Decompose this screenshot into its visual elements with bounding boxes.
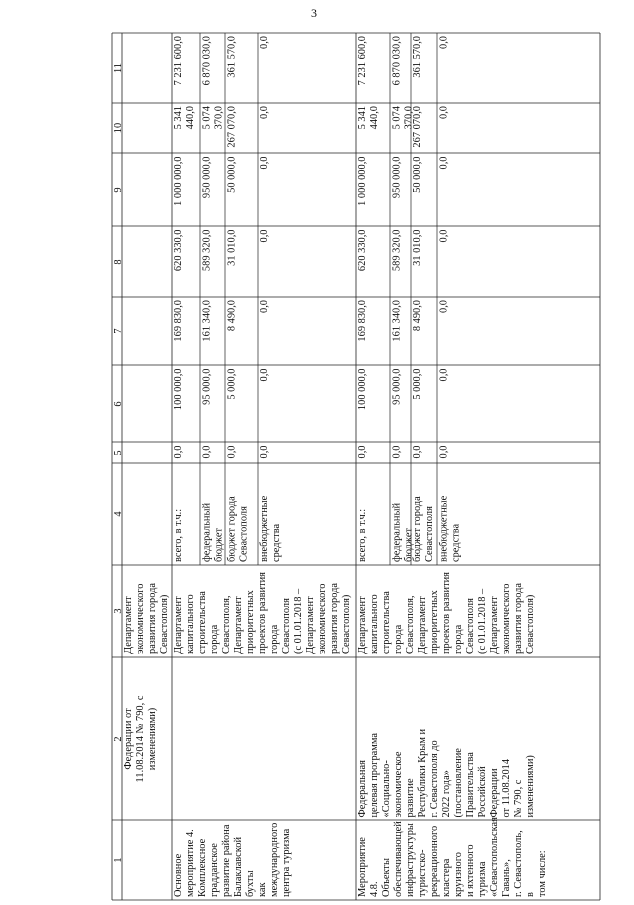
block2-row3-col-9-text: 50 000,0 bbox=[412, 156, 423, 193]
block2-col-3 bbox=[356, 565, 600, 657]
block1-row3-col-9-text: 50 000,0 bbox=[226, 156, 237, 193]
block2-row1-col-6-text: 100 000,0 bbox=[357, 368, 368, 410]
block2-row2-col-11-text: 6 870 030,0 bbox=[391, 36, 402, 86]
block1-row2-col-6 bbox=[200, 365, 225, 442]
header-col-5-text: 5 bbox=[113, 449, 124, 456]
block1-row4-col-8-text: 0,0 bbox=[259, 229, 270, 242]
block1-row4-col-10 bbox=[258, 103, 356, 153]
block2-row3-col-7 bbox=[411, 297, 437, 365]
block2-row4-col-5 bbox=[437, 442, 600, 463]
header-col-6-text: 6 bbox=[113, 400, 124, 407]
block1-row4-col-11 bbox=[258, 33, 356, 103]
header-col-11 bbox=[112, 33, 122, 103]
block1-row1-col-11 bbox=[172, 33, 200, 103]
block1-row1-col-11-text: 7 231 600,0 bbox=[173, 36, 184, 86]
block2-row3-col-10-text: 267 070,0 bbox=[412, 106, 423, 148]
block1-row2-col-7 bbox=[200, 297, 225, 365]
header-col-1-text: 1 bbox=[113, 857, 124, 863]
block2-row4-col-6 bbox=[437, 365, 600, 442]
block2-row1-col-9-text: 1 000 000,0 bbox=[357, 156, 368, 206]
block2-col-3-text: Департамент капитального строительства города Севастополя, Департамент приоритетных проектов развития города Севастополя (с 01.01.2018 – Департамент экономического развития города Севастополя) bbox=[357, 572, 536, 654]
block1-row3-col-6 bbox=[225, 365, 258, 442]
block2-row3-col-6-text: 5 000,0 bbox=[412, 368, 423, 400]
block2-col-2 bbox=[356, 657, 600, 820]
block2-row4-col-10-text: 0,0 bbox=[438, 106, 449, 119]
block2-row2-col-10-text: 5 074 370,0 bbox=[391, 106, 414, 130]
block1-row3-col-11 bbox=[225, 33, 258, 103]
block1-row2-col-10 bbox=[200, 103, 225, 153]
block2-row1-col-11-text: 7 231 600,0 bbox=[357, 36, 368, 86]
block2-row4-col-10 bbox=[437, 103, 600, 153]
block2-row1-col-7-text: 169 830,0 bbox=[357, 300, 368, 342]
block2-row2-col-5-text: 0,0 bbox=[391, 445, 402, 458]
header-col-10-text: 10 bbox=[113, 122, 124, 134]
block1-row2-col-4-text: федеральный бюджет bbox=[201, 502, 224, 562]
header-col-11-text: 11 bbox=[113, 63, 124, 74]
block1-row3-col-7-text: 8 490,0 bbox=[226, 300, 237, 332]
block2-row3-col-4 bbox=[411, 463, 437, 565]
block1-col-2-text bbox=[172, 657, 356, 820]
block2-row1-col-8-text: 620 330,0 bbox=[357, 229, 368, 271]
block1-row3-col-5 bbox=[225, 442, 258, 463]
block1-row3-col-11-text: 361 570,0 bbox=[226, 36, 237, 78]
block2-row2-col-6 bbox=[390, 365, 411, 442]
block1-row4-col-9 bbox=[258, 153, 356, 226]
block2-row1-col-4 bbox=[356, 463, 390, 565]
block1-row4-col-6 bbox=[258, 365, 356, 442]
header-col-5 bbox=[112, 442, 122, 463]
block2-row4-col-4 bbox=[437, 463, 600, 565]
header-col-4 bbox=[112, 463, 122, 565]
block1-row3-col-4-text: бюджет города Севастополя bbox=[226, 496, 249, 562]
header-col-10 bbox=[112, 103, 122, 153]
block2-col-2-text: Федеральная целевая программа «Социально- экономическое развитие Республики Крым и г. Севастополя до 2022 года» (постановление Правительства Российской Федерации от 11.08.2014 № 790, с изменениями) bbox=[357, 728, 536, 817]
block1-col-1 bbox=[172, 820, 356, 900]
block1-row3-col-10 bbox=[225, 103, 258, 153]
cont-col-2 bbox=[122, 657, 172, 820]
block2-row3-col-5 bbox=[411, 442, 437, 463]
header-col-1 bbox=[112, 820, 122, 900]
block1-row2-col-4 bbox=[200, 463, 225, 565]
block1-row1-col-9 bbox=[172, 153, 200, 226]
block1-row2-col-5-text: 0,0 bbox=[201, 445, 212, 458]
block1-row1-col-7-text: 169 830,0 bbox=[173, 300, 184, 342]
block1-col-3-text: Департамент капитального строительства города Севастополя, Департамент приоритетных проектов развития города Севастополя (с 01.01.2018 – Департамент экономического развития города Севастополя) bbox=[173, 572, 352, 654]
block1-row1-col-5-text: 0,0 bbox=[173, 445, 184, 458]
block2-row4-col-11 bbox=[437, 33, 600, 103]
block2-col-1-text: Мероприятие 4.8. Объекты обеспечивающей инфраструктуры туристско- рекреационного кластера круизного и яхтенного туризма «Севастопольская Гавань», г. Севастополь, в том числе: bbox=[357, 817, 548, 897]
block2-row3-col-10 bbox=[411, 103, 437, 153]
header-col-7 bbox=[112, 297, 122, 365]
block2-row4-col-11-text: 0,0 bbox=[438, 36, 449, 49]
header-col-2 bbox=[112, 657, 122, 820]
block2-row2-col-6-text: 95 000,0 bbox=[391, 368, 402, 405]
block1-row1-col-6-text: 100 000,0 bbox=[173, 368, 184, 410]
block1-col-2 bbox=[172, 657, 356, 820]
block2-row1-col-4-text: всего, в т.ч.: bbox=[357, 508, 368, 562]
block2-row3-col-11 bbox=[411, 33, 437, 103]
block1-row2-col-5 bbox=[200, 442, 225, 463]
block1-row3-col-7 bbox=[225, 297, 258, 365]
block1-row4-col-10-text: 0,0 bbox=[259, 106, 270, 119]
block2-row1-col-8 bbox=[356, 226, 390, 297]
block1-row2-col-6-text: 95 000,0 bbox=[201, 368, 212, 405]
block2-row4-col-6-text: 0,0 bbox=[438, 368, 449, 381]
block2-row3-col-8-text: 31 010,0 bbox=[412, 229, 423, 266]
block2-row2-col-7 bbox=[390, 297, 411, 365]
block1-row4-col-8 bbox=[258, 226, 356, 297]
block2-row4-col-8 bbox=[437, 226, 600, 297]
block2-row1-col-10 bbox=[356, 103, 390, 153]
block2-row2-col-8-text: 589 320,0 bbox=[391, 229, 402, 271]
block2-row1-col-6 bbox=[356, 365, 390, 442]
block2-row3-col-11-text: 361 570,0 bbox=[412, 36, 423, 78]
block2-row2-col-5 bbox=[390, 442, 411, 463]
block1-row1-col-6 bbox=[172, 365, 200, 442]
block1-row2-col-11 bbox=[200, 33, 225, 103]
block1-row4-col-5 bbox=[258, 442, 356, 463]
block1-row2-col-8 bbox=[200, 226, 225, 297]
block1-row4-col-9-text: 0,0 bbox=[259, 156, 270, 169]
block2-row3-col-5-text: 0,0 bbox=[412, 445, 423, 458]
header-col-9-text: 9 bbox=[113, 186, 124, 193]
block1-row1-col-9-text: 1 000 000,0 bbox=[173, 156, 184, 206]
block1-row4-col-7 bbox=[258, 297, 356, 365]
header-col-3 bbox=[112, 565, 122, 657]
block1-row2-col-8-text: 589 320,0 bbox=[201, 229, 212, 271]
block2-row2-col-9-text: 950 000,0 bbox=[391, 156, 402, 198]
block1-row3-col-6-text: 5 000,0 bbox=[226, 368, 237, 400]
block2-row4-col-4-text: внебюджетные средства bbox=[438, 495, 461, 562]
header-col-9 bbox=[112, 153, 122, 226]
header-col-6 bbox=[112, 365, 122, 442]
block1-row2-col-7-text: 161 340,0 bbox=[201, 300, 212, 342]
block1-row3-col-8-text: 31 010,0 bbox=[226, 229, 237, 266]
cont-col-3-text: Департамент экономического развития города Севастополя) bbox=[123, 582, 170, 654]
block1-row1-col-5 bbox=[172, 442, 200, 463]
block1-row3-col-9 bbox=[225, 153, 258, 226]
block2-row4-col-7-text: 0,0 bbox=[438, 300, 449, 313]
block2-row2-col-4-text: федеральный бюджет bbox=[391, 502, 414, 562]
block1-row2-col-9 bbox=[200, 153, 225, 226]
block2-col-1 bbox=[356, 817, 600, 900]
block1-row1-col-8-text: 620 330,0 bbox=[173, 229, 184, 271]
block1-row2-col-9-text: 950 000,0 bbox=[201, 156, 212, 198]
block2-row4-col-8-text: 0,0 bbox=[438, 229, 449, 242]
block2-row4-col-5-text: 0,0 bbox=[438, 445, 449, 458]
block2-row3-col-4-text: бюджет города Севастополя bbox=[412, 496, 435, 562]
block1-row2-col-10-text: 5 074 370,0 bbox=[201, 106, 224, 130]
block1-col-3 bbox=[172, 565, 356, 657]
block2-row4-col-9 bbox=[437, 153, 600, 226]
block2-row4-col-7 bbox=[437, 297, 600, 365]
header-col-8 bbox=[112, 226, 122, 297]
block1-row3-col-8 bbox=[225, 226, 258, 297]
block1-row4-col-5-text: 0,0 bbox=[259, 445, 270, 458]
block1-row3-col-10-text: 267 070,0 bbox=[226, 106, 237, 148]
block1-row4-col-7-text: 0,0 bbox=[259, 300, 270, 313]
block2-row3-col-7-text: 8 490,0 bbox=[412, 300, 423, 332]
block1-row3-col-4 bbox=[225, 463, 258, 565]
block2-row2-col-9 bbox=[390, 153, 411, 226]
header-col-2-text: 2 bbox=[113, 735, 124, 742]
block2-row1-col-11 bbox=[356, 33, 390, 103]
block1-row1-col-10-text: 5 341 440,0 bbox=[173, 106, 196, 130]
block2-row1-col-7 bbox=[356, 297, 390, 365]
block2-row2-col-4 bbox=[390, 463, 414, 565]
block1-col-1-text: Основное мероприятие 4. Комплексное градданское развитие района Балаклавской бухты как международного центра туризма bbox=[173, 822, 292, 897]
block1-row4-col-4 bbox=[258, 463, 356, 565]
block1-row2-col-11-text: 6 870 030,0 bbox=[201, 36, 212, 86]
block1-row4-col-4-text: внебюджетные средства bbox=[259, 495, 282, 562]
block1-row1-col-4 bbox=[172, 463, 200, 565]
block2-row3-col-9 bbox=[411, 153, 437, 226]
block2-row2-col-11 bbox=[390, 33, 411, 103]
block2-row4-col-9-text: 0,0 bbox=[438, 156, 449, 169]
cont-col-3 bbox=[122, 565, 172, 657]
block2-row1-col-5 bbox=[356, 442, 390, 463]
header-col-3-text: 3 bbox=[113, 608, 124, 614]
block1-row1-col-7 bbox=[172, 297, 200, 365]
block1-row4-col-6-text: 0,0 bbox=[259, 368, 270, 381]
block2-row3-col-8 bbox=[411, 226, 437, 297]
block2-row1-col-10-text: 5 341 440,0 bbox=[357, 106, 380, 130]
block2-row3-col-6 bbox=[411, 365, 437, 442]
header-col-8-text: 8 bbox=[113, 258, 124, 265]
block2-row2-col-7-text: 161 340,0 bbox=[391, 300, 402, 342]
block1-row4-col-11-text: 0,0 bbox=[259, 36, 270, 49]
block1-row1-col-4-text: всего, в т.ч.: bbox=[173, 508, 184, 562]
header-col-7-text: 7 bbox=[113, 328, 124, 334]
block2-row1-col-9 bbox=[356, 153, 390, 226]
block2-row1-col-5-text: 0,0 bbox=[357, 445, 368, 458]
block2-row2-col-8 bbox=[390, 226, 411, 297]
block1-row1-col-10 bbox=[172, 103, 200, 153]
block1-row1-col-8 bbox=[172, 226, 200, 297]
block1-row3-col-5-text: 0,0 bbox=[226, 445, 237, 458]
header-col-4-text: 4 bbox=[113, 511, 124, 517]
block2-row2-col-10 bbox=[390, 103, 414, 153]
cont-col-2-text: Федерации от 11.08.2014 № 790, с изменениями) bbox=[123, 695, 158, 782]
page-number: 3 bbox=[311, 6, 317, 20]
